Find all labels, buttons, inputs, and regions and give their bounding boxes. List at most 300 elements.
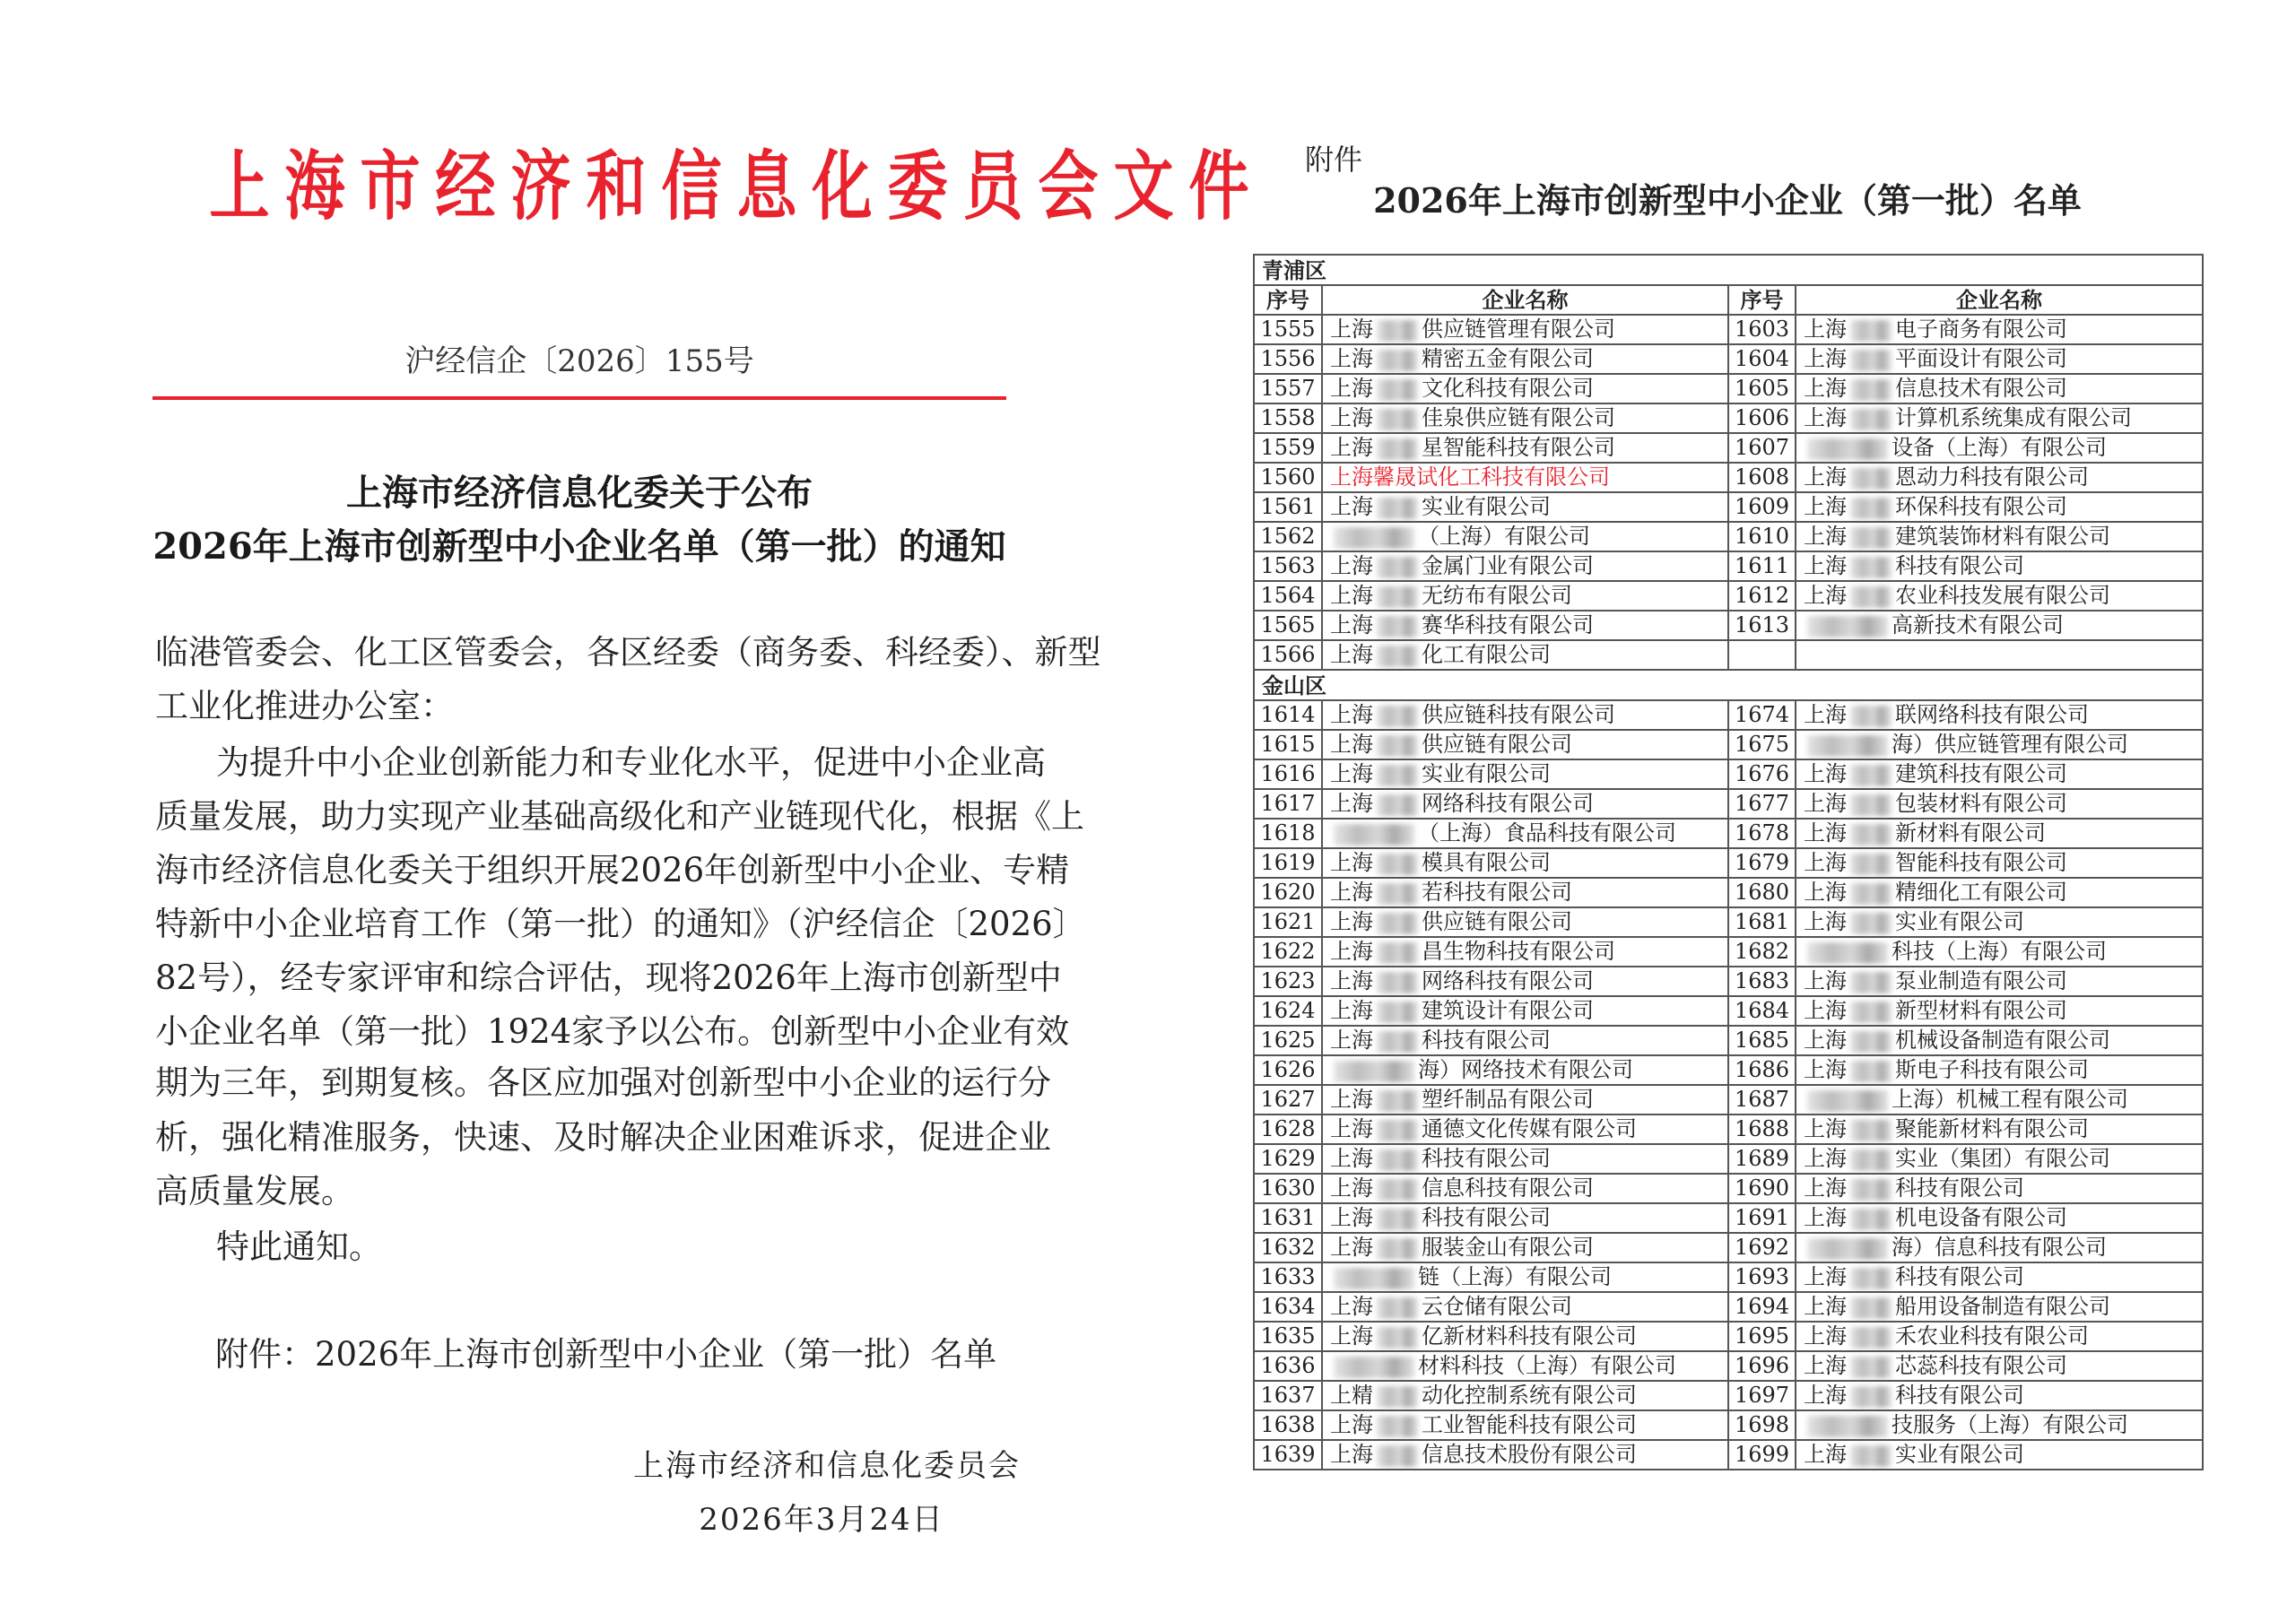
redacted-name-blur bbox=[1377, 557, 1418, 578]
enterprise-name-cell bbox=[1322, 878, 1728, 907]
redacted-name-blur bbox=[1377, 350, 1418, 371]
table-row bbox=[1254, 403, 2203, 433]
serial-number: 1560 bbox=[1254, 463, 1322, 492]
enterprise-name-prefix: 上海 bbox=[1804, 553, 1847, 578]
enterprise-name-suffix: 无纺布有限公司 bbox=[1422, 583, 1572, 608]
enterprise-name-cell bbox=[1796, 1262, 2203, 1292]
serial-number: 1558 bbox=[1254, 403, 1322, 433]
enterprise-name-cell bbox=[1796, 1322, 2203, 1351]
redacted-name-blur bbox=[1377, 1327, 1418, 1349]
enterprise-name-prefix: 上海 bbox=[1330, 1205, 1373, 1230]
serial-number: 1695 bbox=[1728, 1322, 1796, 1351]
enterprise-name-cell bbox=[1322, 433, 1728, 463]
enterprise-name-prefix: 上海 bbox=[1330, 1175, 1373, 1201]
serial-number: 1686 bbox=[1728, 1055, 1796, 1085]
table-header-row bbox=[1254, 285, 2203, 315]
redacted-name-blur bbox=[1850, 1268, 1892, 1289]
enterprise-name-cell bbox=[1796, 1026, 2203, 1055]
enterprise-name-suffix: 机电设备有限公司 bbox=[1895, 1205, 2067, 1230]
enterprise-name-suffix: 供应链科技有限公司 bbox=[1422, 702, 1615, 727]
enterprise-name-cell bbox=[1796, 640, 2203, 670]
enterprise-name-cell bbox=[1796, 1174, 2203, 1203]
serial-number: 1610 bbox=[1728, 522, 1796, 551]
enterprise-name-prefix: 上海 bbox=[1330, 998, 1373, 1023]
enterprise-name-suffix: 佳泉供应链有限公司 bbox=[1422, 405, 1615, 430]
enterprise-name-prefix: 上海 bbox=[1804, 464, 1847, 490]
serial-number: 1607 bbox=[1728, 433, 1796, 463]
enterprise-name-suffix: 若科技有限公司 bbox=[1422, 880, 1572, 905]
enterprise-name-suffix: 链（上海）有限公司 bbox=[1418, 1264, 1612, 1289]
table-row bbox=[1254, 1410, 2203, 1440]
enterprise-name-suffix: 农业科技发展有限公司 bbox=[1895, 583, 2110, 608]
redacted-name-blur bbox=[1377, 794, 1418, 816]
enterprise-name-cell bbox=[1322, 611, 1728, 640]
serial-number: 1627 bbox=[1254, 1085, 1322, 1115]
table-row bbox=[1254, 581, 2203, 611]
serial-number: 1676 bbox=[1728, 759, 1796, 789]
masthead-char: 员 bbox=[962, 142, 1023, 230]
enterprise-name-suffix: 芯蕊科技有限公司 bbox=[1895, 1353, 2067, 1378]
enterprise-name-cell bbox=[1796, 700, 2203, 730]
serial-number: 1626 bbox=[1254, 1055, 1322, 1085]
enterprise-name-cell bbox=[1322, 1262, 1728, 1292]
enterprise-name-cell bbox=[1322, 996, 1728, 1026]
header-no: 序号 bbox=[1728, 285, 1796, 315]
masthead-char: 信 bbox=[661, 142, 722, 230]
serial-number: 1561 bbox=[1254, 492, 1322, 522]
serial-number: 1611 bbox=[1728, 551, 1796, 581]
table-row bbox=[1254, 1262, 2203, 1292]
enterprise-name-prefix: 上海 bbox=[1330, 1087, 1373, 1112]
enterprise-name-prefix: 上海 bbox=[1330, 612, 1373, 638]
enterprise-name-prefix: 上海 bbox=[1330, 702, 1373, 727]
enterprise-name-cell bbox=[1322, 492, 1728, 522]
enterprise-name-suffix: 精细化工有限公司 bbox=[1895, 880, 2067, 905]
masthead-char: 委 bbox=[887, 142, 948, 230]
enterprise-name-suffix: 文化科技有限公司 bbox=[1422, 376, 1594, 401]
redacted-name-blur bbox=[1850, 320, 1892, 342]
enterprise-name-cell bbox=[1796, 1115, 2203, 1144]
serial-number: 1698 bbox=[1728, 1410, 1796, 1440]
redacted-name-blur bbox=[1850, 1149, 1892, 1171]
enterprise-name-cell bbox=[1322, 551, 1728, 581]
enterprise-name-cell bbox=[1322, 907, 1728, 937]
notice-body-line: 工业化推进办公室： bbox=[155, 687, 454, 725]
redacted-name-blur bbox=[1807, 1416, 1888, 1437]
redacted-name-blur bbox=[1377, 1031, 1418, 1053]
serial-number: 1608 bbox=[1728, 463, 1796, 492]
redacted-name-blur bbox=[1807, 616, 1888, 638]
enterprise-name-prefix: 上海 bbox=[1804, 761, 1847, 786]
enterprise-name-cell bbox=[1322, 848, 1728, 878]
notice-title-line-2: 2026年上海市创新型中小企业名单（第一批）的通知 bbox=[152, 525, 1006, 568]
table-row bbox=[1254, 1203, 2203, 1233]
serial-number: 1635 bbox=[1254, 1322, 1322, 1351]
notice-body-line: 小企业名单（第一批）1924家予以公布。创新型中小企业有效 bbox=[155, 1012, 1070, 1051]
enterprise-name-prefix: 上海 bbox=[1330, 583, 1373, 608]
serial-number: 1618 bbox=[1254, 819, 1322, 848]
enterprise-name-highlighted: 上海馨晟试化工科技有限公司 bbox=[1330, 464, 1610, 490]
district-name: 青浦区 bbox=[1254, 255, 2203, 285]
enterprise-name-prefix: 上海 bbox=[1330, 1235, 1373, 1260]
serial-number: 1559 bbox=[1254, 433, 1322, 463]
enterprise-name-prefix: 上海 bbox=[1804, 850, 1847, 875]
redacted-name-blur bbox=[1850, 972, 1892, 993]
serial-number: 1606 bbox=[1728, 403, 1796, 433]
enterprise-name-prefix: 上海 bbox=[1330, 376, 1373, 401]
enterprise-name-prefix: 上海 bbox=[1804, 1323, 1847, 1349]
table-row bbox=[1254, 848, 2203, 878]
enterprise-name-cell bbox=[1322, 700, 1728, 730]
enterprise-name-prefix: 上海 bbox=[1330, 968, 1373, 993]
enterprise-name-prefix: 上海 bbox=[1804, 791, 1847, 816]
enterprise-name-suffix: 电子商务有限公司 bbox=[1895, 317, 2067, 342]
redacted-name-blur bbox=[1377, 1090, 1418, 1112]
redacted-name-blur bbox=[1850, 498, 1892, 519]
enterprise-name-suffix: 精密五金有限公司 bbox=[1422, 346, 1594, 371]
redacted-name-blur bbox=[1377, 438, 1418, 460]
enterprise-name-cell bbox=[1322, 1203, 1728, 1233]
enterprise-name-suffix: 科技有限公司 bbox=[1895, 1264, 2024, 1289]
serial-number: 1680 bbox=[1728, 878, 1796, 907]
redacted-name-blur bbox=[1334, 1061, 1414, 1082]
enterprise-name-prefix: 上海 bbox=[1804, 1146, 1847, 1171]
redacted-name-blur bbox=[1850, 765, 1892, 786]
enterprise-name-suffix: 模具有限公司 bbox=[1422, 850, 1551, 875]
enterprise-name-suffix: 实业有限公司 bbox=[1422, 761, 1551, 786]
table-row bbox=[1254, 433, 2203, 463]
table-row bbox=[1254, 878, 2203, 907]
enterprise-name-prefix: 上海 bbox=[1804, 1205, 1847, 1230]
enterprise-name-suffix: 金属门业有限公司 bbox=[1422, 553, 1594, 578]
serial-number: 1632 bbox=[1254, 1233, 1322, 1262]
red-divider-line bbox=[152, 396, 1006, 400]
serial-number: 1629 bbox=[1254, 1144, 1322, 1174]
serial-number: 1605 bbox=[1728, 374, 1796, 403]
masthead-char: 文 bbox=[1113, 142, 1174, 230]
enterprise-name-cell bbox=[1796, 551, 2203, 581]
redacted-name-blur bbox=[1850, 706, 1892, 727]
redacted-name-blur bbox=[1850, 794, 1892, 816]
header-no: 序号 bbox=[1254, 285, 1322, 315]
enterprise-name-prefix: 上海 bbox=[1330, 435, 1373, 460]
table-row bbox=[1254, 315, 2203, 344]
enterprise-name-cell bbox=[1322, 315, 1728, 344]
serial-number: 1682 bbox=[1728, 937, 1796, 967]
enterprise-name-cell bbox=[1796, 403, 2203, 433]
serial-number: 1685 bbox=[1728, 1026, 1796, 1055]
serial-number: 1612 bbox=[1728, 581, 1796, 611]
enterprise-name-cell bbox=[1322, 1351, 1728, 1381]
enterprise-name-suffix: 信息技术股份有限公司 bbox=[1422, 1442, 1637, 1467]
redacted-name-blur bbox=[1850, 824, 1892, 846]
header-name: 企业名称 bbox=[1322, 285, 1728, 315]
enterprise-name-cell bbox=[1322, 522, 1728, 551]
enterprise-name-suffix: 智能科技有限公司 bbox=[1895, 850, 2067, 875]
redacted-name-blur bbox=[1850, 586, 1892, 608]
redacted-name-blur bbox=[1377, 409, 1418, 430]
enterprise-name-suffix: 科技（上海）有限公司 bbox=[1892, 939, 2107, 964]
masthead-char: 化 bbox=[812, 142, 873, 230]
table-row bbox=[1254, 551, 2203, 581]
enterprise-name-prefix: 上海 bbox=[1804, 1353, 1847, 1378]
enterprise-name-suffix: 海）信息科技有限公司 bbox=[1892, 1235, 2107, 1260]
redacted-name-blur bbox=[1377, 1416, 1418, 1437]
table-row bbox=[1254, 789, 2203, 819]
enterprise-name-suffix: 亿新材料科技有限公司 bbox=[1422, 1323, 1637, 1349]
enterprise-name-prefix: 上海 bbox=[1330, 1294, 1373, 1319]
serial-number: 1692 bbox=[1728, 1233, 1796, 1262]
enterprise-name-cell bbox=[1796, 492, 2203, 522]
enterprise-name-prefix: 上海 bbox=[1804, 1057, 1847, 1082]
enterprise-name-suffix: 新材料有限公司 bbox=[1895, 820, 2046, 846]
notice-body-line: 海市经济信息化委关于组织开展2026年创新型中小企业、专精 bbox=[155, 851, 1070, 889]
enterprise-name-suffix: 机械设备制造有限公司 bbox=[1895, 1028, 2110, 1053]
serial-number: 1623 bbox=[1254, 967, 1322, 996]
redacted-name-blur bbox=[1850, 1002, 1892, 1023]
redacted-name-blur bbox=[1377, 320, 1418, 342]
enterprise-name-cell bbox=[1322, 937, 1728, 967]
enterprise-name-prefix: 上海 bbox=[1804, 1175, 1847, 1201]
enterprise-name-suffix: 实业有限公司 bbox=[1895, 909, 2024, 934]
serial-number: 1615 bbox=[1254, 730, 1322, 759]
redacted-name-blur bbox=[1850, 527, 1892, 549]
table-row bbox=[1254, 1322, 2203, 1351]
redacted-name-blur bbox=[1850, 854, 1892, 875]
enterprise-name-cell bbox=[1322, 819, 1728, 848]
enterprise-name-suffix: 平面设计有限公司 bbox=[1895, 346, 2067, 371]
serial-number: 1556 bbox=[1254, 344, 1322, 374]
serial-number: 1697 bbox=[1728, 1381, 1796, 1410]
redacted-name-blur bbox=[1377, 586, 1418, 608]
serial-number bbox=[1728, 640, 1796, 670]
table-row bbox=[1254, 759, 2203, 789]
enterprise-name-suffix: 网络科技有限公司 bbox=[1422, 968, 1594, 993]
table-row bbox=[1254, 730, 2203, 759]
redacted-name-blur bbox=[1377, 1120, 1418, 1141]
redacted-name-blur bbox=[1850, 1061, 1892, 1082]
table-row bbox=[1254, 967, 2203, 996]
table-row bbox=[1254, 996, 2203, 1026]
redacted-name-blur bbox=[1377, 1002, 1418, 1023]
enterprise-name-prefix: 上海 bbox=[1330, 850, 1373, 875]
enterprise-name-prefix: 上海 bbox=[1804, 1294, 1847, 1319]
attachment-reference: 附件：2026年上海市创新型中小企业（第一批）名单 bbox=[215, 1335, 997, 1374]
redacted-name-blur bbox=[1850, 1386, 1892, 1408]
table-row bbox=[1254, 1115, 2203, 1144]
enterprise-name-suffix: 塑纤制品有限公司 bbox=[1422, 1087, 1594, 1112]
enterprise-name-cell bbox=[1322, 789, 1728, 819]
enterprise-name-cell bbox=[1796, 759, 2203, 789]
attachment-label: 附件 bbox=[1305, 143, 1363, 177]
masthead-char: 息 bbox=[736, 142, 797, 230]
enterprise-name-prefix: 上海 bbox=[1330, 346, 1373, 371]
enterprise-name-cell bbox=[1796, 789, 2203, 819]
redacted-name-blur bbox=[1377, 942, 1418, 964]
table-row bbox=[1254, 1292, 2203, 1322]
serial-number: 1638 bbox=[1254, 1410, 1322, 1440]
redacted-name-blur bbox=[1807, 735, 1888, 757]
redacted-name-blur bbox=[1807, 1090, 1888, 1112]
enterprise-name-cell bbox=[1796, 315, 2203, 344]
table-row bbox=[1254, 374, 2203, 403]
masthead-char: 市 bbox=[360, 142, 421, 230]
redacted-name-blur bbox=[1377, 1149, 1418, 1171]
serial-number: 1563 bbox=[1254, 551, 1322, 581]
serial-number: 1557 bbox=[1254, 374, 1322, 403]
enterprise-name-suffix: 海）网络技术有限公司 bbox=[1418, 1057, 1633, 1082]
serial-number: 1603 bbox=[1728, 315, 1796, 344]
table-row bbox=[1254, 492, 2203, 522]
serial-number: 1683 bbox=[1728, 967, 1796, 996]
enterprise-name-cell bbox=[1796, 1203, 2203, 1233]
enterprise-name-suffix: 信息技术有限公司 bbox=[1895, 376, 2067, 401]
enterprise-name-suffix: 化工有限公司 bbox=[1422, 642, 1551, 667]
enterprise-name-cell bbox=[1322, 1026, 1728, 1055]
redacted-name-blur bbox=[1377, 1209, 1418, 1230]
redacted-name-blur bbox=[1377, 706, 1418, 727]
masthead-char: 济 bbox=[510, 142, 571, 230]
serial-number: 1689 bbox=[1728, 1144, 1796, 1174]
enterprise-name-prefix: 上海 bbox=[1804, 376, 1847, 401]
masthead-char: 件 bbox=[1188, 142, 1249, 230]
table-row bbox=[1254, 1055, 2203, 1085]
enterprise-name-prefix: 上海 bbox=[1330, 1412, 1373, 1437]
document-number: 沪经信企〔2026〕155号 bbox=[404, 343, 754, 379]
enterprise-name-suffix: 实业有限公司 bbox=[1422, 494, 1551, 519]
enterprise-name-prefix: 上海 bbox=[1804, 998, 1847, 1023]
enterprise-name-prefix: 上海 bbox=[1804, 405, 1847, 430]
table-row bbox=[1254, 1233, 2203, 1262]
enterprise-name-cell bbox=[1796, 611, 2203, 640]
enterprise-name-cell bbox=[1796, 848, 2203, 878]
serial-number: 1634 bbox=[1254, 1292, 1322, 1322]
table-row bbox=[1254, 819, 2203, 848]
notice-body-line: 质量发展，助力实现产业基础高级化和产业链现代化，根据《上 bbox=[155, 797, 1084, 836]
enterprise-name-cell bbox=[1322, 730, 1728, 759]
redacted-name-blur bbox=[1850, 1209, 1892, 1230]
enterprise-name-prefix: 上海 bbox=[1804, 1028, 1847, 1053]
enterprise-name-cell bbox=[1322, 1322, 1728, 1351]
redacted-name-blur bbox=[1334, 527, 1414, 549]
enterprise-name-prefix: 上海 bbox=[1330, 1116, 1373, 1141]
enterprise-name-suffix: 科技有限公司 bbox=[1895, 1383, 2024, 1408]
enterprise-name-cell bbox=[1796, 1144, 2203, 1174]
enterprise-name-cell bbox=[1322, 1055, 1728, 1085]
table-row bbox=[1254, 1440, 2203, 1470]
enterprise-name-suffix: （上海）食品科技有限公司 bbox=[1418, 820, 1676, 846]
redacted-name-blur bbox=[1850, 1357, 1892, 1378]
serial-number: 1614 bbox=[1254, 700, 1322, 730]
enterprise-name-suffix: 科技有限公司 bbox=[1422, 1028, 1551, 1053]
redacted-name-blur bbox=[1377, 379, 1418, 401]
enterprise-name-suffix: 船用设备制造有限公司 bbox=[1895, 1294, 2110, 1319]
enterprise-name-suffix: 工业智能科技有限公司 bbox=[1422, 1412, 1637, 1437]
serial-number: 1674 bbox=[1728, 700, 1796, 730]
enterprise-name-cell bbox=[1796, 581, 2203, 611]
redacted-name-blur bbox=[1850, 1031, 1892, 1053]
redacted-name-blur bbox=[1850, 1327, 1892, 1349]
enterprise-name-prefix: 上海 bbox=[1330, 791, 1373, 816]
redacted-name-blur bbox=[1334, 824, 1414, 846]
redacted-name-blur bbox=[1377, 735, 1418, 757]
enterprise-name-suffix: 动化控制系统有限公司 bbox=[1422, 1383, 1637, 1408]
header-name: 企业名称 bbox=[1796, 285, 2203, 315]
serial-number: 1691 bbox=[1728, 1203, 1796, 1233]
notice-body-line: 为提升中小企业创新能力和专业化水平，促进中小企业高 bbox=[216, 743, 1046, 782]
enterprise-name-cell bbox=[1322, 1144, 1728, 1174]
enterprise-name-cell bbox=[1796, 433, 2203, 463]
enterprise-name-suffix: 包装材料有限公司 bbox=[1895, 791, 2067, 816]
enterprise-name-prefix: 上海 bbox=[1804, 494, 1847, 519]
redacted-name-blur bbox=[1377, 498, 1418, 519]
serial-number: 1628 bbox=[1254, 1115, 1322, 1144]
enterprise-name-suffix: 服装金山有限公司 bbox=[1422, 1235, 1594, 1260]
enterprise-name-prefix: 上海 bbox=[1330, 1146, 1373, 1171]
serial-number: 1677 bbox=[1728, 789, 1796, 819]
enterprise-name-prefix: 上海 bbox=[1330, 317, 1373, 342]
redacted-name-blur bbox=[1377, 883, 1418, 905]
serial-number: 1679 bbox=[1728, 848, 1796, 878]
serial-number: 1684 bbox=[1728, 996, 1796, 1026]
issue-date: 2026年3月24日 bbox=[699, 1502, 944, 1538]
notice-title-line-1: 上海市经济信息化委关于公布 bbox=[346, 472, 813, 514]
serial-number: 1609 bbox=[1728, 492, 1796, 522]
table-row bbox=[1254, 611, 2203, 640]
enterprise-name-cell bbox=[1322, 1440, 1728, 1470]
redacted-name-blur bbox=[1850, 379, 1892, 401]
enterprise-name-suffix: 计算机系统集成有限公司 bbox=[1895, 405, 2132, 430]
masthead-char: 会 bbox=[1038, 142, 1099, 230]
serial-number: 1690 bbox=[1728, 1174, 1796, 1203]
enterprise-name-cell bbox=[1796, 1351, 2203, 1381]
notice-body-line: 高质量发展。 bbox=[155, 1172, 354, 1210]
redacted-name-blur bbox=[1850, 913, 1892, 934]
enterprise-name-suffix: 科技有限公司 bbox=[1895, 553, 2024, 578]
redacted-name-blur bbox=[1334, 1357, 1414, 1378]
enterprise-name-cell bbox=[1796, 878, 2203, 907]
enterprise-name-prefix: 上海 bbox=[1330, 880, 1373, 905]
masthead-char: 海 bbox=[284, 142, 345, 230]
enterprise-name-suffix: 供应链有限公司 bbox=[1422, 732, 1572, 757]
enterprise-name-cell bbox=[1796, 522, 2203, 551]
table-row bbox=[1254, 1351, 2203, 1381]
enterprise-name-prefix: 上海 bbox=[1804, 909, 1847, 934]
redacted-name-blur bbox=[1807, 942, 1888, 964]
serial-number: 1681 bbox=[1728, 907, 1796, 937]
serial-number: 1624 bbox=[1254, 996, 1322, 1026]
table-row bbox=[1254, 907, 2203, 937]
redacted-name-blur bbox=[1850, 557, 1892, 578]
enterprise-name-cell bbox=[1796, 1440, 2203, 1470]
enterprise-name-cell bbox=[1322, 1085, 1728, 1115]
notice-body-line: 期为三年，到期复核。各区应加强对创新型中小企业的运行分 bbox=[155, 1063, 1051, 1102]
enterprise-name-suffix: 建筑装饰材料有限公司 bbox=[1895, 524, 2110, 549]
enterprise-name-prefix: 上精 bbox=[1330, 1383, 1373, 1408]
redacted-name-blur bbox=[1850, 350, 1892, 371]
serial-number: 1555 bbox=[1254, 315, 1322, 344]
enterprise-name-cell bbox=[1796, 730, 2203, 759]
redacted-name-blur bbox=[1850, 1297, 1892, 1319]
serial-number: 1562 bbox=[1254, 522, 1322, 551]
enterprise-name-cell bbox=[1796, 1233, 2203, 1262]
serial-number: 1637 bbox=[1254, 1381, 1322, 1410]
enterprise-name-suffix: 环保科技有限公司 bbox=[1895, 494, 2067, 519]
serial-number: 1636 bbox=[1254, 1351, 1322, 1381]
redacted-name-blur bbox=[1850, 468, 1892, 490]
enterprise-name-cell bbox=[1322, 344, 1728, 374]
redacted-name-blur bbox=[1850, 1445, 1892, 1467]
